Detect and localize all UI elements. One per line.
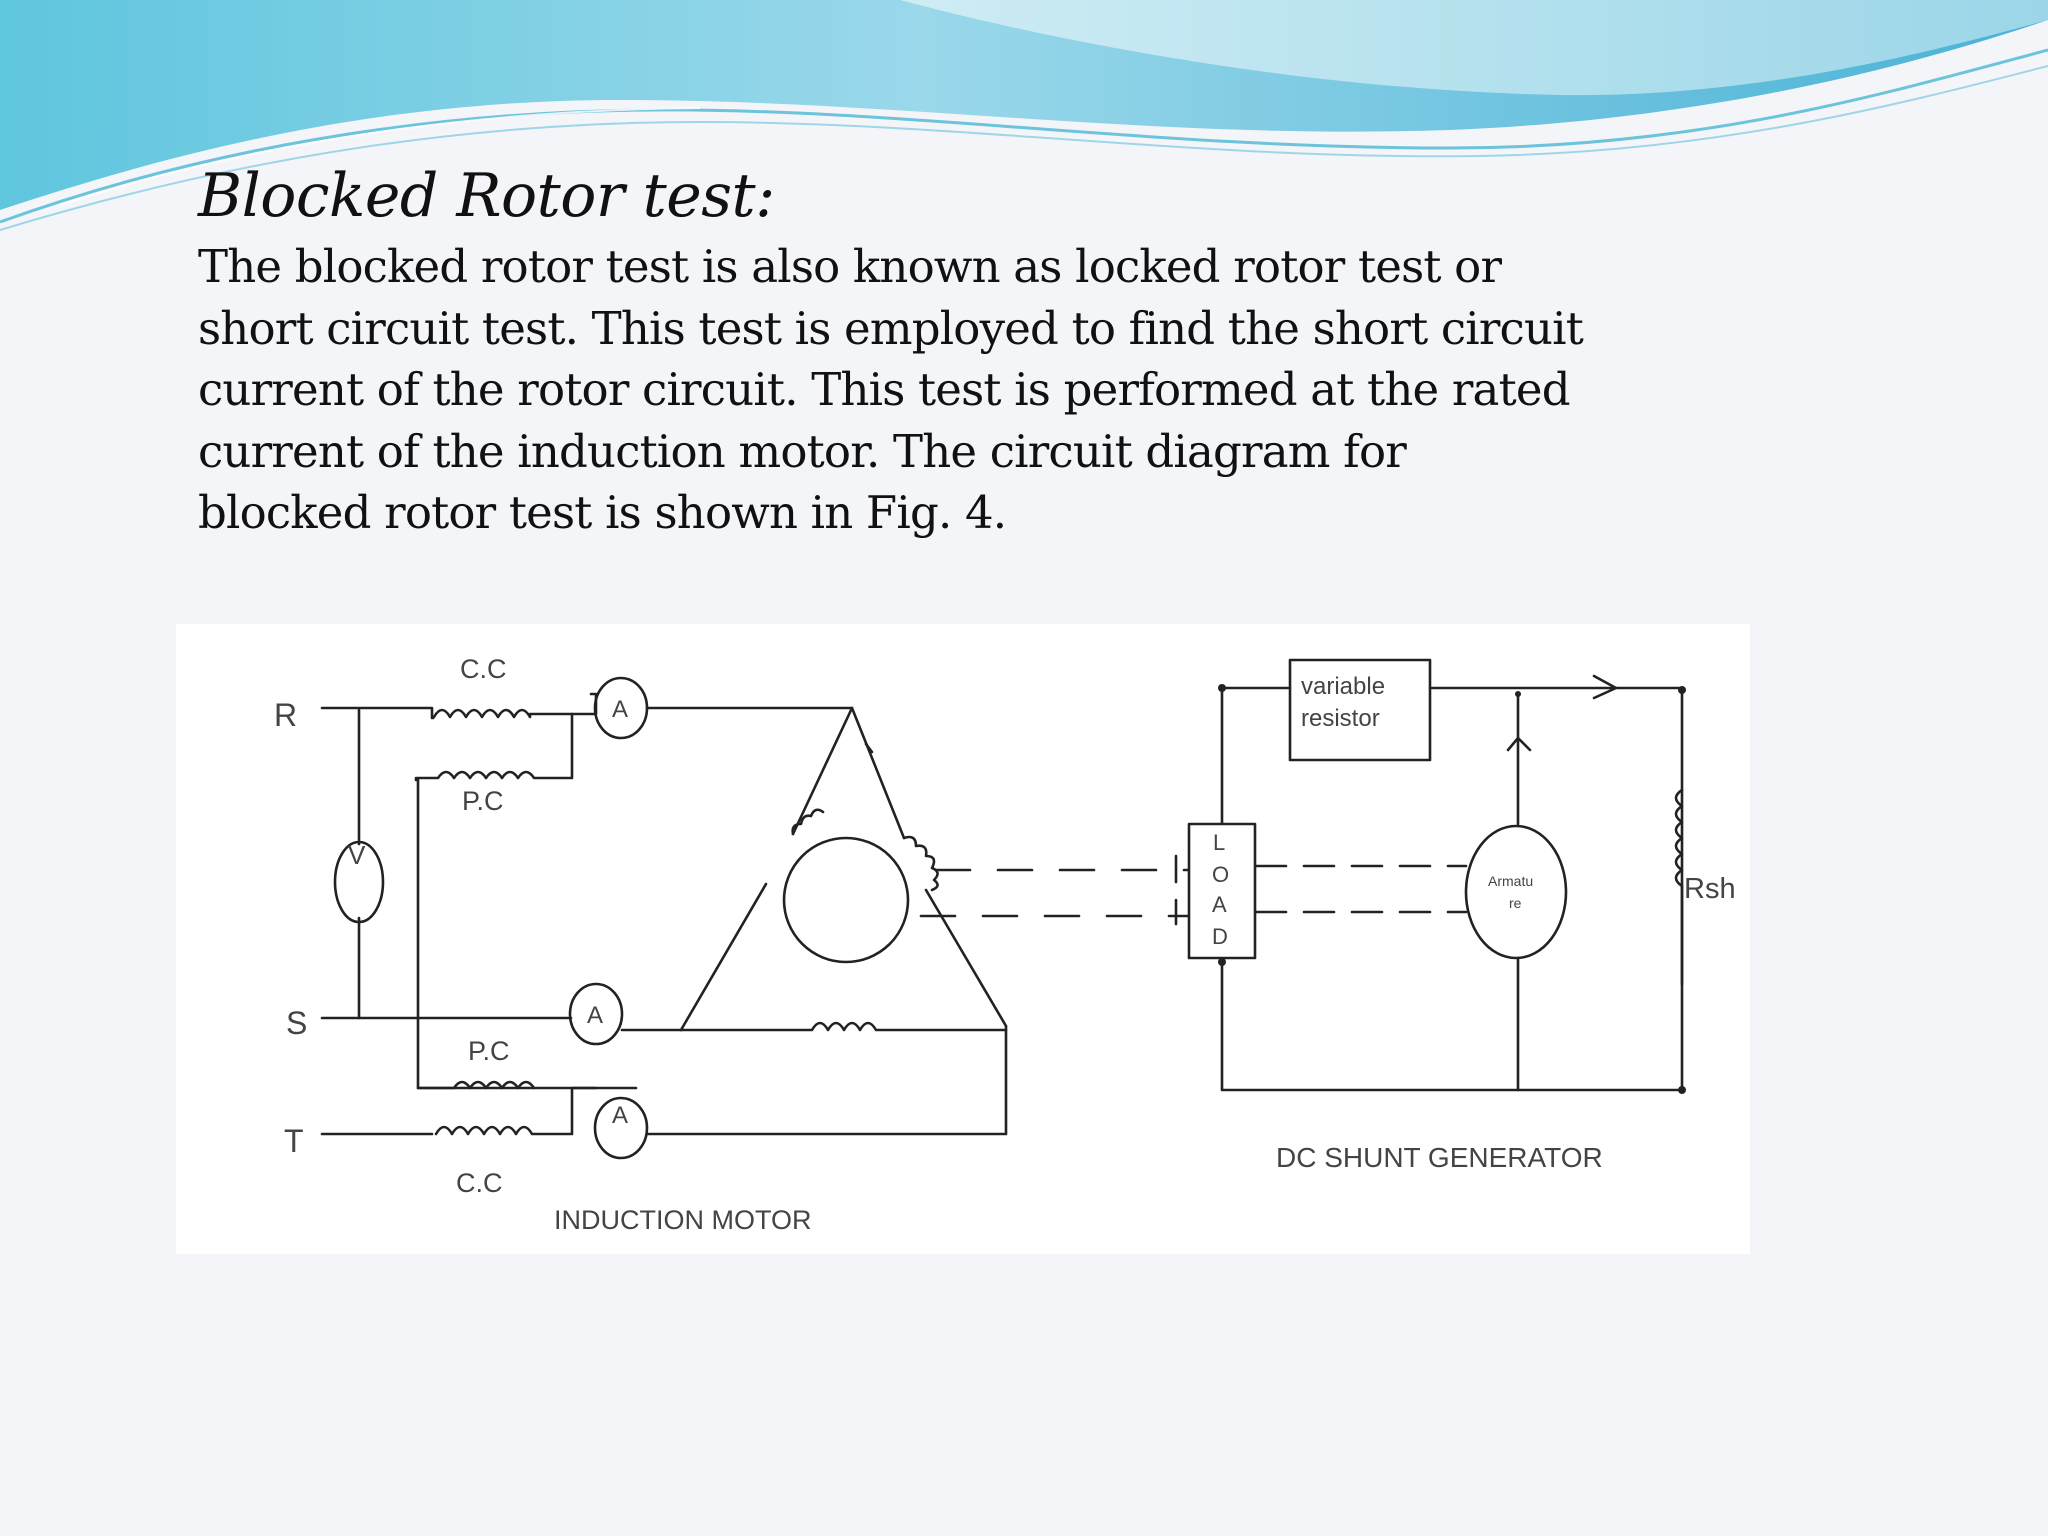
ammeter3-to-motor-wire: [647, 1026, 1006, 1134]
ammeter-1-label: A: [612, 696, 629, 723]
body-line: current of the induction motor. The circuit diagram for: [198, 424, 1407, 478]
rsh-label: Rsh: [1684, 873, 1736, 905]
delta-right-side: [852, 708, 904, 838]
delta-bottom-side: [681, 1023, 1006, 1030]
induction-motor-label: INDUCTION MOTOR: [554, 1205, 812, 1235]
ammeter-2-label: A: [587, 1002, 604, 1029]
delta-right-coil: [904, 837, 938, 890]
cc-bottom-coil: [436, 1088, 596, 1134]
slide-body-text: [198, 236, 1638, 544]
r-line-wire: [322, 708, 433, 718]
body-line: The blocked rotor test is also known as locked rotor test or: [198, 240, 1502, 293]
circuit-diagram: [176, 624, 1750, 1254]
phase-label-r: R: [274, 697, 298, 733]
load-letter: L: [1213, 830, 1226, 855]
cc-top-label: C.C: [460, 654, 507, 684]
load-letter: O: [1212, 862, 1230, 887]
body-line: blocked rotor test is shown in Fig. 4.: [198, 486, 1007, 539]
ammeter-3-label: A: [612, 1102, 629, 1129]
cc-bottom-label: C.C: [456, 1168, 503, 1198]
pc-top-coil: [416, 714, 572, 780]
variable-resistor-label-line1: variable: [1301, 673, 1386, 700]
variable-resistor-label-line2: resistor: [1301, 705, 1380, 732]
shaft-coupling-dashes: [921, 870, 1191, 916]
armature-ellipse: [1466, 826, 1566, 958]
pc-top-label: P.C: [462, 786, 504, 816]
load-letter: D: [1212, 924, 1228, 949]
voltmeter-label: V: [348, 840, 366, 870]
delta-left-lower: [681, 884, 766, 1030]
body-line: current of the rotor circuit. This test is performed at the rated: [198, 363, 1570, 416]
phase-label-s: S: [286, 1005, 308, 1041]
delta-right-lower: [926, 890, 1006, 1026]
shaft-coupling-dashes-right: [1256, 866, 1466, 912]
delta-left-coil: [793, 810, 823, 834]
cc-top-coil: [434, 710, 572, 717]
armature-label-line2: re: [1509, 895, 1522, 911]
load-letter: A: [1212, 892, 1227, 917]
cc-to-ammeter-wire: [572, 694, 596, 714]
rotor-circle: [784, 838, 908, 962]
slide-title: Blocked Rotor test:: [198, 161, 775, 231]
dc-shunt-generator-label: DC SHUNT GENERATOR: [1276, 1142, 1603, 1173]
pc-bottom-label: P.C: [468, 1036, 510, 1066]
body-line: short circuit test. This test is employed to find the short circuit: [198, 301, 1584, 355]
armature-label-line1: Armatu: [1488, 873, 1534, 889]
junction-dots: [1218, 684, 1686, 1094]
blocked-rotor-circuit-figure: [176, 624, 1750, 1254]
phase-label-t: T: [284, 1123, 304, 1159]
delta-left-side: [793, 708, 852, 834]
